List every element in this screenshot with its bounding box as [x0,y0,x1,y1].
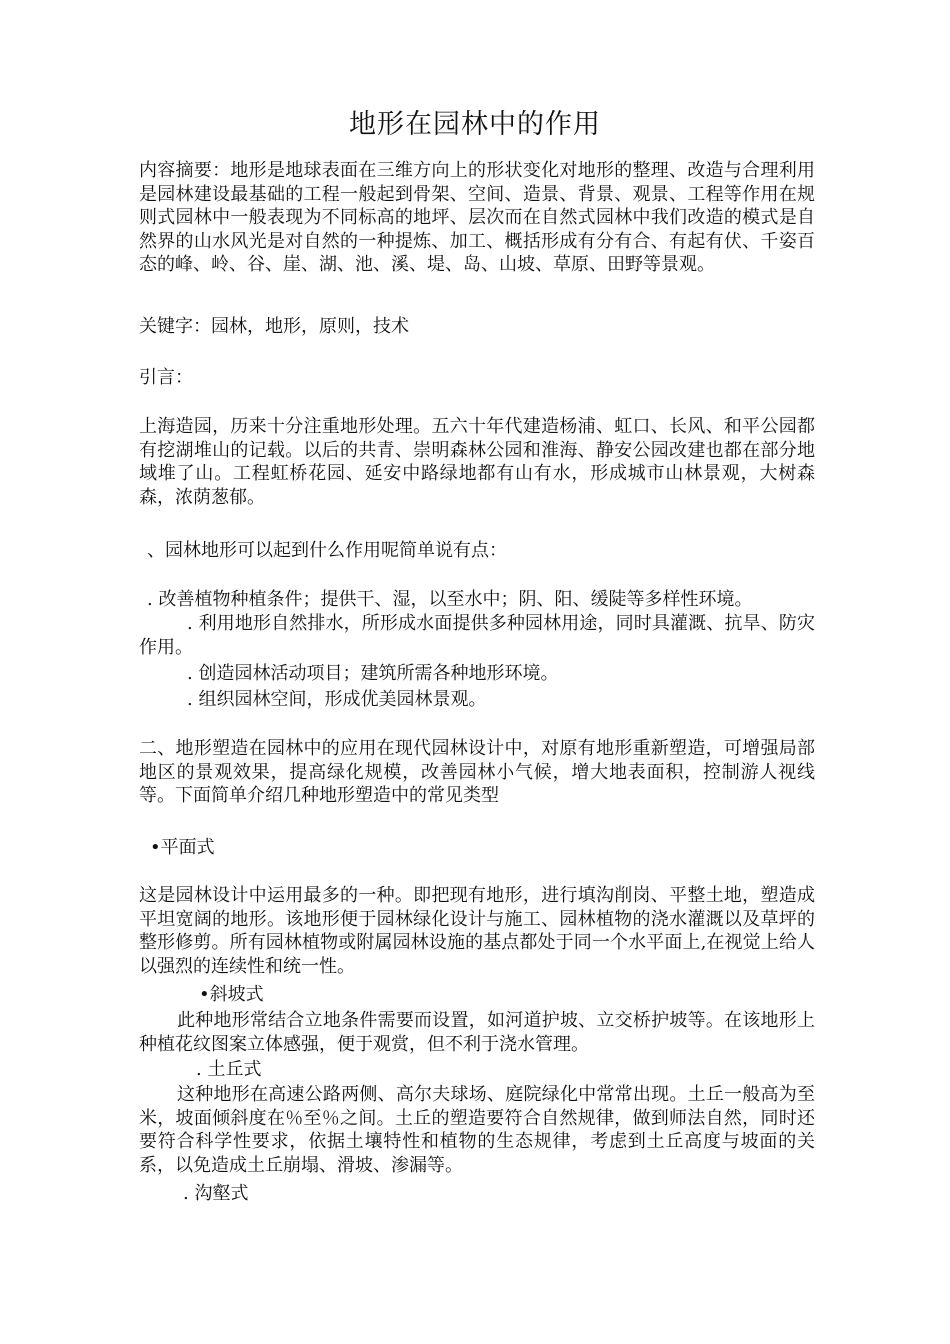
type-slope-paragraph: 此种地形常结合立地条件需要而设置，如河道护坡、立交桥护坡等。在该地形上种植花纹图案立体感强，便于观赏，但不利于浇水管理。 [139,1010,815,1055]
type-flat-heading: •平面式 [150,837,215,858]
section1-item: . 组织园林空间，形成优美园林景观。 [187,689,487,710]
type-slope-heading: •斜坡式 [199,984,264,1005]
keywords-line: 关键字：园林，地形，原则，技术 [139,316,409,337]
type-mound-heading: . 土丘式 [196,1059,262,1080]
type-flat-paragraph: 这是园林设计中运用最多的一种。即把现有地形，进行填沟削岗、平整土地，塑造成平坦宽阔的地形。该地形便于园林绿化设计与施工、园林植物的浇水灌溉以及草坪的整形修剪。所有园林植物或附属园林设施的基点都处于同一个水平面上,在视觉上给人以强烈的连续性和统一性。 [139,885,815,977]
section1-item: . 改善植物种植条件；提供干、湿，以至水中；阴、阳、缓陡等多样性环境。 [147,589,753,610]
document-title: 地形在园林中的作用 [349,109,601,140]
section2-paragraph: 二、地形塑造在园林中的应用在现代园林设计中，对原有地形重新塑造，可增强局部地区的景观效果，提高绿化规模，改善园林小气候，增大地表面积，控制游人视线等。下面简单介绍几种地形塑造中的常见类型 [139,738,815,807]
introduction-label: 引言： [139,367,193,388]
section1-item: . 创造园林活动项目；建筑所需各种地形环境。 [187,663,559,684]
type-ditch-heading: . 沟壑式 [183,1183,249,1204]
section1-heading: 、园林地形可以起到什么作用呢简单说有点： [147,540,507,561]
section1-item: . 利用地形自然排水，所形成水面提供多种园林用途，同时具灌溉、抗旱、防灾作用。 [139,613,815,658]
abstract-paragraph: 内容摘要：地形是地球表面在三维方向上的形状变化对地形的整理、改造与合理利用是园林建设最基础的工程一般起到骨架、空间、造景、背景、观景、工程等作用在规则式园林中一般表现为不同标高的地坪、层次而在自然式园林中我们改造的模式是自然界的山水风光是对自然的一种提炼、加工、概括形成有分有合、有起有伏、千姿百态的峰、岭、谷、崖、湖、池、溪、堤、岛、山坡、草原、田野等景观。 [139,160,815,276]
introduction-paragraph: 上海造园，历来十分注重地形处理。五六十年代建造杨浦、虹口、长风、和平公园都有挖湖堆山的记载。以后的共青、崇明森林公园和淮海、静安公园改建也都在部分地域堆了山。工程虹桥花园、延安中路绿地都有山有水，形成城市山林景观，大树森森，浓荫葱郁。 [139,416,815,508]
type-mound-paragraph: 这种地形在高速公路两侧、高尔夫球场、庭院绿化中常常出现。土丘一般高为至米，坡面倾斜度在％至％之间。土丘的塑造要符合自然规律，做到师法自然，同时还要符合科学性要求，依据土壤特性和植物的生态规律，考虑到土丘高度与坡面的关系，以免造成土丘崩塌、滑坡、渗漏等。 [139,1084,815,1176]
